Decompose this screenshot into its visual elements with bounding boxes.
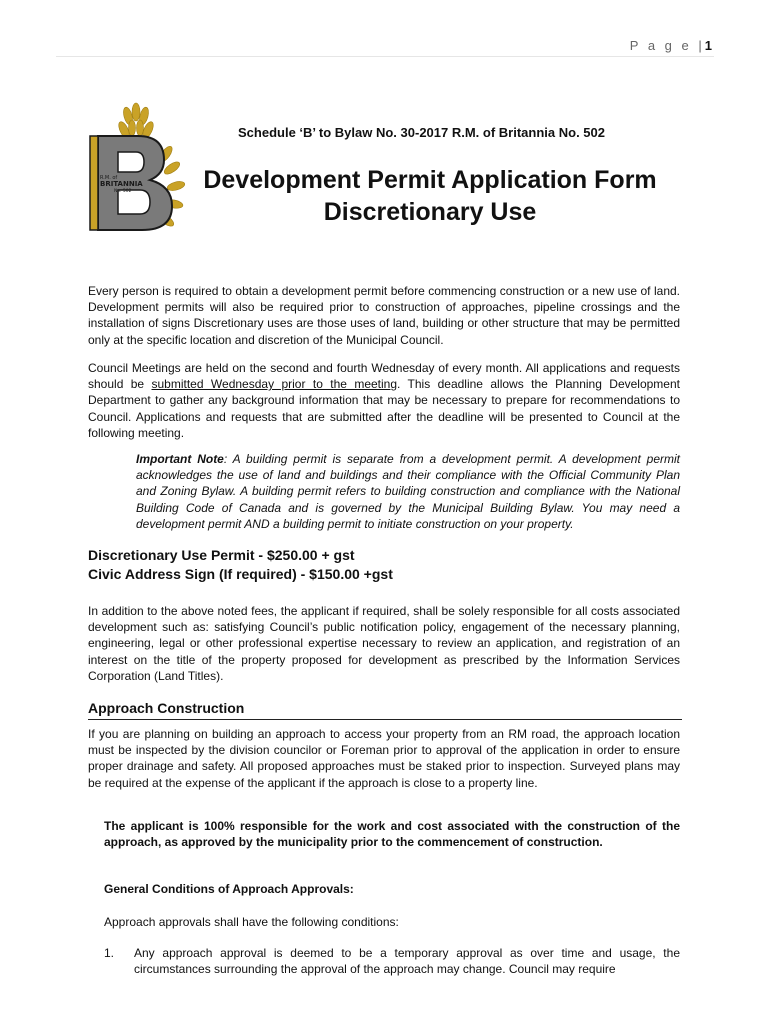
fee-discretionary-use: Discretionary Use Permit - $250.00 + gst [88, 547, 355, 563]
intro-paragraph: Every person is required to obtain a development permit before commencing construction or a new use of land. Development permits will also be required prior to construction of approaches, pipeline crossings and the installation of signs Discretionary uses are those uses of land, building or other structure that may be permitted only at the specific location and discretion of the Municipal Council. [88, 284, 680, 347]
council-paragraph [88, 360, 680, 441]
approach-construction-heading: Approach Construction [88, 700, 682, 720]
britannia-logo [80, 102, 188, 234]
page-title [190, 164, 670, 228]
council-text-before: Council Meetings are held on the second and fourth Wednesday of every month. All applications and requests should be [88, 361, 680, 392]
list-item-number: 1. [104, 946, 115, 960]
schedule-heading: Schedule ‘B’ to Bylaw No. 30-2017 R.M. of Britannia No. 502 [238, 125, 605, 140]
list-item [104, 945, 680, 977]
important-note [136, 451, 680, 532]
title-line-1: Development Permit Application Form [203, 166, 657, 194]
important-note-label: Important Note [136, 452, 224, 466]
logo-name-text: BRITANNIA [100, 180, 143, 188]
logo-rm-text: R.M. of [100, 175, 118, 181]
fee-civic-address-sign: Civic Address Sign (If required) - $150.00 +gst [88, 566, 393, 582]
applicant-responsibility: The applicant is 100% responsible for the work and cost associated with the construction of the approach, as approved by the municipality prior to the commencement of construction. [104, 819, 680, 850]
header-rule [56, 56, 714, 57]
important-note-text: : A building permit is separate from a development permit. A development permit acknowledges the use of land and buildings and their compliance with the Official Community Plan and Zoning Bylaw. A building permit refers to building construction and compliance with the National Building Code of Canada and is governed by the Municipal Building Bylaw. You may need a development permit AND a building permit to initiate construction on your property. [136, 452, 680, 531]
page-number-label: P a g e |1 [629, 38, 712, 53]
council-text-after: . This deadline allows the Planning Development Department to gather any background information that may be necessary to prepare for recommendations to Council. Applications and requests that are submitted after the deadline will be presented to Council at the following meeting. [88, 377, 680, 440]
approach-paragraph: If you are planning on building an approach to access your property from an RM road, the approach location must be inspected by the division councilor or Foreman prior to approval of the application in order to ensure proper drainage and safety. All proposed approaches must be staked prior to inspection. Surveyed plans may be required at the expense of the applicant if the approach is close to a property line. [88, 727, 680, 790]
logo-number-text: No. 502 [114, 189, 132, 194]
conditions-intro: Approach approvals shall have the following conditions: [104, 915, 399, 929]
council-deadline-underlined: submitted Wednesday prior to the meeting [151, 377, 398, 392]
general-conditions-heading: General Conditions of Approach Approvals: [104, 882, 354, 896]
list-item-text: Any approach approval is deemed to be a temporary approval as over time and usage, the circumstances surrounding the approval of the approach may change. Council may require [134, 946, 680, 977]
page-number: 1 [704, 38, 712, 53]
page-label: P a g e [629, 38, 692, 53]
fees-paragraph: In addition to the above noted fees, the applicant if required, shall be solely responsible for all costs associated development such as: satisfying Council’s public notification policy, engagement of the necessary planning, engineering, legal or other professional expertise necessary to review an application, and registration of an interest on the title of the property proposed for development as prescribed by the Information Services Corporation (Land Titles). [88, 604, 680, 683]
fees-block [88, 546, 393, 584]
title-line-2: Discretionary Use [323, 198, 537, 226]
